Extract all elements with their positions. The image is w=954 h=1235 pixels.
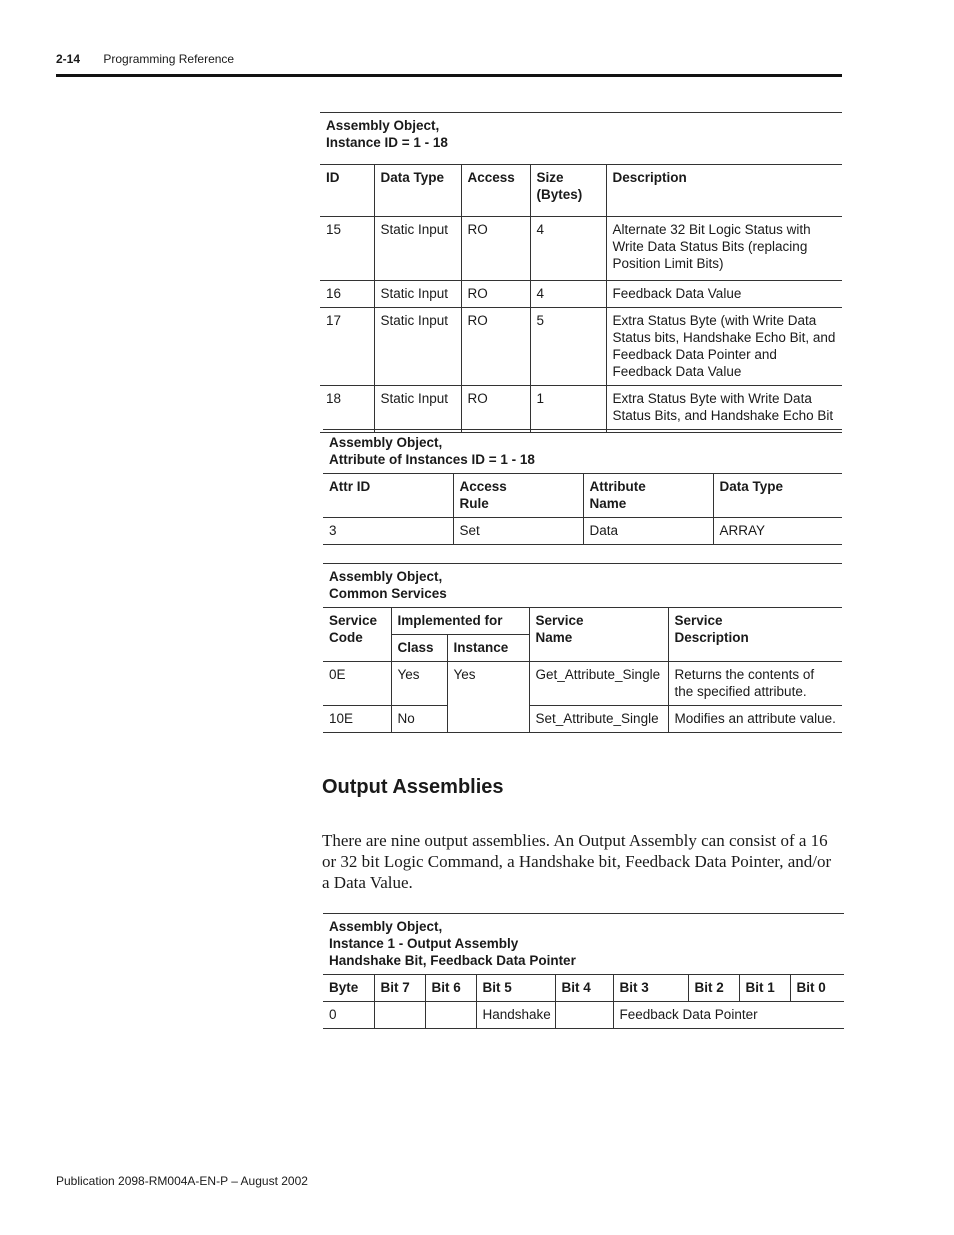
header-cell: Description [606,165,842,217]
header-cell: Bit 4 [555,975,613,1002]
cell-data-type: Static Input [374,217,461,281]
cell-class: Yes [391,662,447,706]
header-cell [530,165,606,217]
cell-id: 18 [320,386,374,433]
table-row [320,386,842,433]
section-title: Output Assemblies [322,776,504,798]
page-header [56,52,234,66]
cell-description: Extra Status Byte with Write Data Status Bits, and Handshake Echo Bit [606,386,842,433]
cell-id: 17 [320,308,374,386]
caption-line: Assembly Object, [329,919,443,934]
header-line: Description [674,630,749,645]
attribute-table [323,429,842,545]
page-number: 2-14 [56,52,81,66]
header-cell [583,474,713,518]
table-row [320,308,842,386]
caption-line: Handshake Bit, Feedback Data Pointer [329,953,576,968]
header-cell: Class [391,635,447,662]
header-cell: Bit 5 [476,975,555,1002]
cell-name: Get_Attribute_Single [529,662,668,706]
table-row [320,217,842,281]
cell-size: 4 [530,217,606,281]
cell-bit5: Handshake [476,1002,555,1029]
table-header-row [323,975,844,1002]
header-cell: Bit 3 [613,975,688,1002]
table-header-row [323,474,842,518]
table-header-row [320,165,842,217]
header-cell: Bit 1 [739,975,790,1002]
cell-id: 15 [320,217,374,281]
header-line: Attribute [589,479,646,494]
section-name: Programming Reference [103,52,235,66]
table-row [323,706,842,733]
cell-description: Feedback Data Value [606,281,842,308]
header-cell [668,608,842,662]
table-row [323,662,842,706]
header-cell: Data Type [374,165,461,217]
cell-description: Returns the contents of the specified attribute. [668,662,842,706]
cell-access: RO [461,386,530,433]
caption-line: Assembly Object, [326,118,440,133]
cell-attr-name: Data [583,518,713,545]
header-cell [323,608,391,662]
header-cell: Bit 6 [425,975,476,1002]
table-row [320,281,842,308]
caption-line: Assembly Object, [329,569,443,584]
header-cell [529,608,668,662]
section-paragraph: There are nine output assemblies. An Output Assembly can consist of a 16 or 32 bit Logic Command, a Handshake bit, Feedback Data Pointer, and/or a Data Value. [322,831,832,892]
header-line: Service [329,613,378,628]
cell-access-rule: Set [453,518,583,545]
cell-bit3-0: Feedback Data Pointer [613,1002,844,1029]
cell-data-type: Static Input [374,281,461,308]
cell-size: 4 [530,281,606,308]
cell-class: No [391,706,447,733]
header-cell: Data Type [713,474,842,518]
table-caption [323,914,844,975]
cell-access: RO [461,281,530,308]
header-cell: Implemented for [391,608,529,635]
cell-data-type: ARRAY [713,518,842,545]
cell-size: 1 [530,386,606,433]
table-caption [320,113,842,165]
header-line: Rule [459,496,489,511]
services-table [323,563,842,733]
table-row [323,1002,844,1029]
header-line: Name [589,496,627,511]
header-cell: Bit 7 [374,975,425,1002]
table-caption [323,430,842,474]
caption-line: Assembly Object, [329,435,443,450]
header-line: Name [535,630,573,645]
header-cell: Attr ID [323,474,453,518]
header-cell: Instance [447,635,529,662]
cell-size: 5 [530,308,606,386]
header-cell [453,474,583,518]
table-header-row [323,608,842,635]
table-row [323,518,842,545]
cell-description: Modifies an attribute value. [668,706,842,733]
cell-code: 10E [323,706,391,733]
cell-name: Set_Attribute_Single [529,706,668,733]
cell-byte: 0 [323,1002,374,1029]
publication-footer: Publication 2098-RM004A-EN-P – August 2002 [56,1174,308,1188]
table-caption [323,564,842,608]
cell-code: 0E [323,662,391,706]
output-assembly-table [323,913,844,1029]
header-line: (Bytes) [536,187,583,202]
cell-instance: Yes [447,662,529,733]
header-cell: Access [461,165,530,217]
caption-line: Attribute of Instances ID = 1 - 18 [329,452,535,467]
cell-description: Extra Status Byte (with Write Data Status bits, Handshake Echo Bit, and Feedback Data Pointer and Feedback Data Value [606,308,842,386]
cell-bit7 [374,1002,425,1029]
cell-bit4 [555,1002,613,1029]
header-line: Service [674,613,723,628]
header-line: Service [535,613,584,628]
header-rule [56,74,842,77]
header-line: Access [459,479,507,494]
header-line: Code [329,630,363,645]
cell-description: Alternate 32 Bit Logic Status with Write Data Status Bits (replacing Position Limit Bits) [606,217,842,281]
header-cell: Bit 2 [688,975,739,1002]
instance-table [320,112,842,433]
header-line: Size [536,170,564,185]
header-cell: Byte [323,975,374,1002]
cell-id: 16 [320,281,374,308]
header-cell: Bit 0 [790,975,844,1002]
caption-line: Instance 1 - Output Assembly [329,936,519,951]
cell-access: RO [461,308,530,386]
header-cell: ID [320,165,374,217]
cell-data-type: Static Input [374,308,461,386]
cell-access: RO [461,217,530,281]
cell-attr-id: 3 [323,518,453,545]
caption-line: Instance ID = 1 - 18 [326,135,448,150]
cell-bit6 [425,1002,476,1029]
caption-line: Common Services [329,586,447,601]
cell-data-type: Static Input [374,386,461,433]
